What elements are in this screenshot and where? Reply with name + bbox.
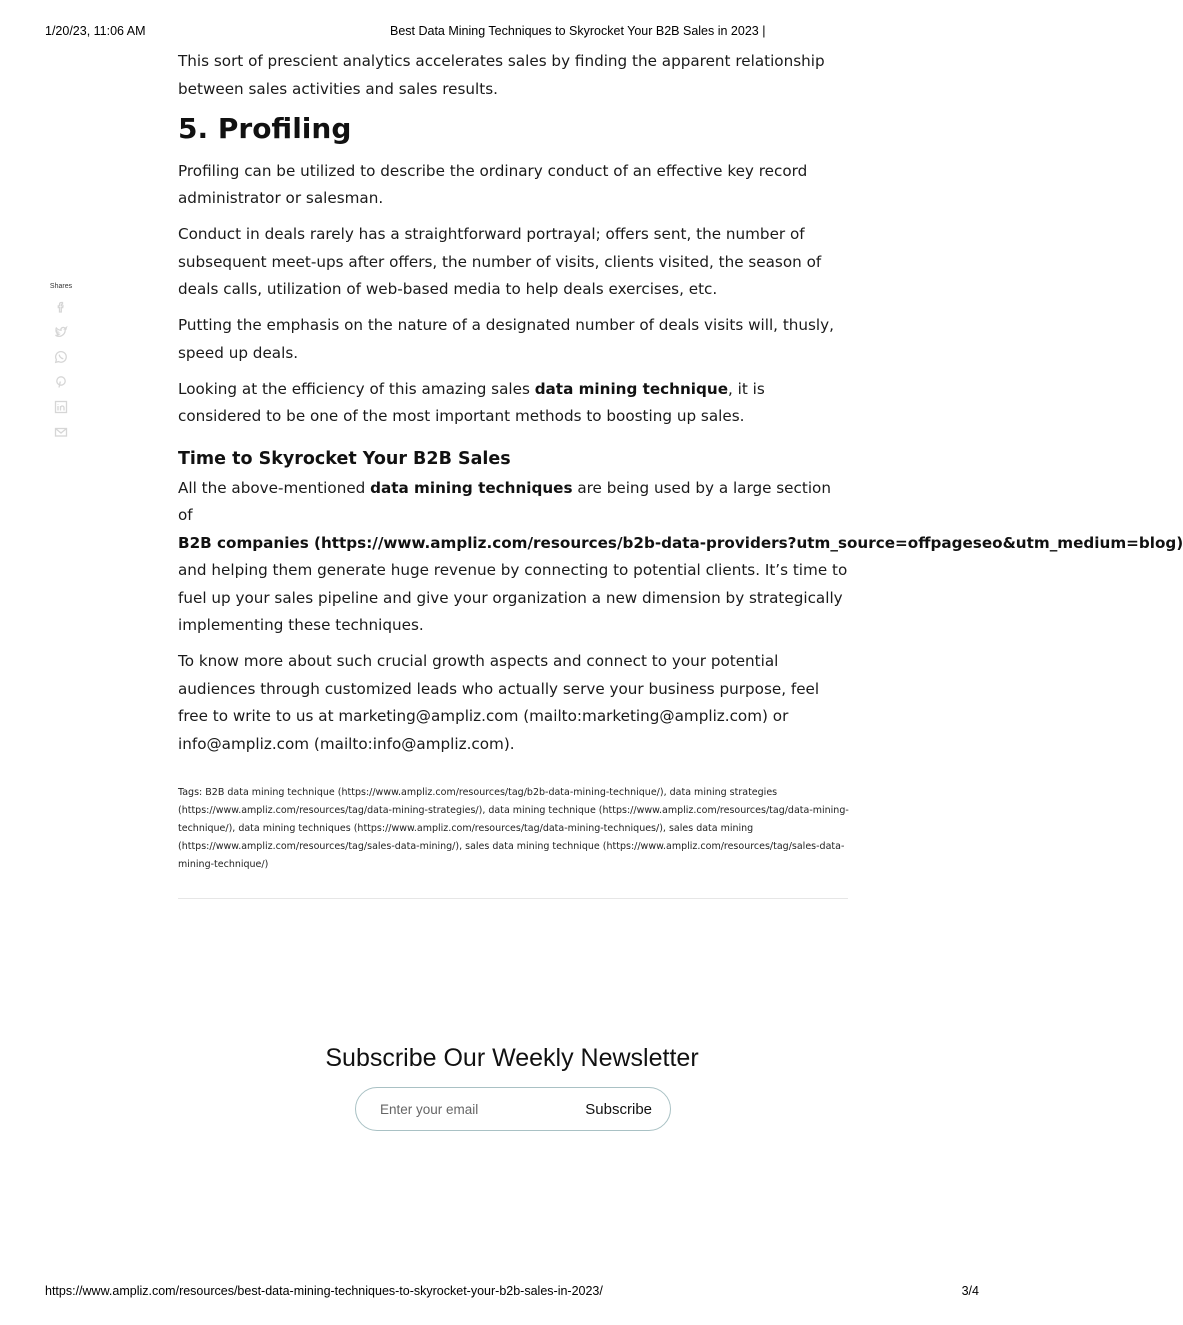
tags-list bbox=[178, 784, 850, 874]
tag-link[interactable]: B2B data mining technique (https://www.ampliz.com/resources/tag/b2b-data-mining-technique/) bbox=[205, 787, 664, 798]
subheading: Time to Skyrocket Your B2B Sales bbox=[178, 448, 511, 469]
newsletter-heading: Subscribe Our Weekly Newsletter bbox=[325, 1044, 699, 1072]
techniques-text-end: and helping them generate huge revenue by connecting to potential clients. It’s time to fuel up your sales pipeline and give your organization a new dimension by strategically implementing these techniques. bbox=[178, 561, 848, 634]
print-footer bbox=[0, 1284, 1024, 1302]
tags-label: Tags: bbox=[178, 787, 206, 798]
techniques-bold-term: data mining techniques bbox=[370, 478, 573, 497]
linkedin-icon[interactable] bbox=[54, 400, 68, 414]
efficiency-text-start: Looking at the efficiency of this amazing sales bbox=[178, 379, 535, 398]
info-email-link[interactable]: info@ampliz.com (mailto:info@ampliz.com) bbox=[178, 734, 510, 753]
section-heading: 5. Profiling bbox=[178, 111, 352, 145]
intro-paragraph: This sort of prescient analytics accelerates sales by finding the apparent relationship between sales activities and sales results. bbox=[178, 52, 825, 98]
email-input[interactable] bbox=[380, 1098, 560, 1120]
whatsapp-icon[interactable] bbox=[54, 350, 68, 364]
tag-link[interactable]: data mining technique (https://www.ampliz.com/resources/tag/data-mining-technique/) bbox=[178, 805, 849, 834]
contact-text: To know more about such crucial growth aspects and connect to your potential audiences through customized leads who actually serve your business purpose, feel free to write to us at bbox=[178, 652, 820, 725]
contact-paragraph bbox=[178, 648, 850, 758]
contact-period: . bbox=[509, 734, 515, 753]
newsletter-section bbox=[0, 1040, 1024, 1118]
tag-separator: , bbox=[459, 841, 466, 852]
tag-link[interactable]: data mining strategies (https://www.ampliz.com/resources/tag/data-mining-strategies/) bbox=[178, 787, 778, 816]
article-body bbox=[178, 48, 1183, 874]
b2b-companies-link[interactable]: B2B companies (https://www.ampliz.com/resources/b2b-data-providers?utm_source=offpageseo&utm_medium=blog) bbox=[178, 533, 1183, 552]
tag-separator: , bbox=[662, 823, 669, 834]
tag-link[interactable]: sales data mining (https://www.ampliz.com/resources/tag/sales-data-mining/) bbox=[178, 823, 754, 852]
techniques-text-start: All the above-mentioned bbox=[178, 478, 371, 497]
efficiency-text-end: , it is considered to be one of the most important methods to boosting up sales. bbox=[178, 379, 765, 425]
subscribe-form bbox=[355, 1087, 671, 1131]
shares-label: Shares bbox=[49, 283, 73, 290]
print-url: https://www.ampliz.com/resources/best-data-mining-techniques-to-skyrocket-your-b2b-sales-in-2023/ bbox=[45, 1284, 603, 1298]
contact-or: or bbox=[767, 707, 789, 725]
share-rail bbox=[40, 283, 82, 450]
profiling-paragraph: Profiling can be utilized to describe the ordinary conduct of an effective key record administrator or salesman. bbox=[178, 161, 808, 207]
emphasis-paragraph: Putting the emphasis on the nature of a designated number of deals visits will, thusly, speed up deals. bbox=[178, 316, 834, 362]
efficiency-bold-term: data mining technique bbox=[534, 379, 729, 398]
pinterest-icon[interactable] bbox=[54, 375, 68, 389]
email-icon[interactable] bbox=[54, 425, 68, 439]
print-date: 1/20/23, 11:06 AM bbox=[45, 24, 146, 38]
tag-separator: , bbox=[232, 823, 239, 834]
subscribe-button[interactable]: Subscribe bbox=[585, 1097, 652, 1121]
tag-link[interactable]: data mining techniques (https://www.ampliz.com/resources/tag/data-mining-techniques/) bbox=[238, 823, 663, 834]
marketing-email-link[interactable]: marketing@ampliz.com (mailto:marketing@ampliz.com) bbox=[338, 707, 768, 725]
tag-separator: , bbox=[663, 787, 670, 798]
tag-link[interactable]: sales data mining technique (https://www.ampliz.com/resources/tag/sales-data-mining-technique/) bbox=[178, 841, 845, 870]
techniques-text-middle: are being used by a large section of bbox=[178, 478, 831, 524]
content-divider bbox=[178, 898, 848, 899]
tag-separator: , bbox=[482, 805, 489, 816]
print-header bbox=[0, 24, 1024, 42]
facebook-icon[interactable] bbox=[54, 300, 68, 314]
efficiency-paragraph bbox=[178, 376, 850, 431]
twitter-icon[interactable] bbox=[54, 325, 68, 339]
conduct-paragraph: Conduct in deals rarely has a straightforward portrayal; offers sent, the number of subsequent meet-ups after offers, the number of visits, clients visited, the season of deals calls, utilization of web-based media to help deals exercises, etc. bbox=[178, 225, 822, 298]
page-number: 3/4 bbox=[961, 1284, 979, 1298]
print-page-title: Best Data Mining Techniques to Skyrocket Your B2B Sales in 2023 | bbox=[390, 24, 766, 38]
techniques-paragraph bbox=[178, 475, 1183, 640]
